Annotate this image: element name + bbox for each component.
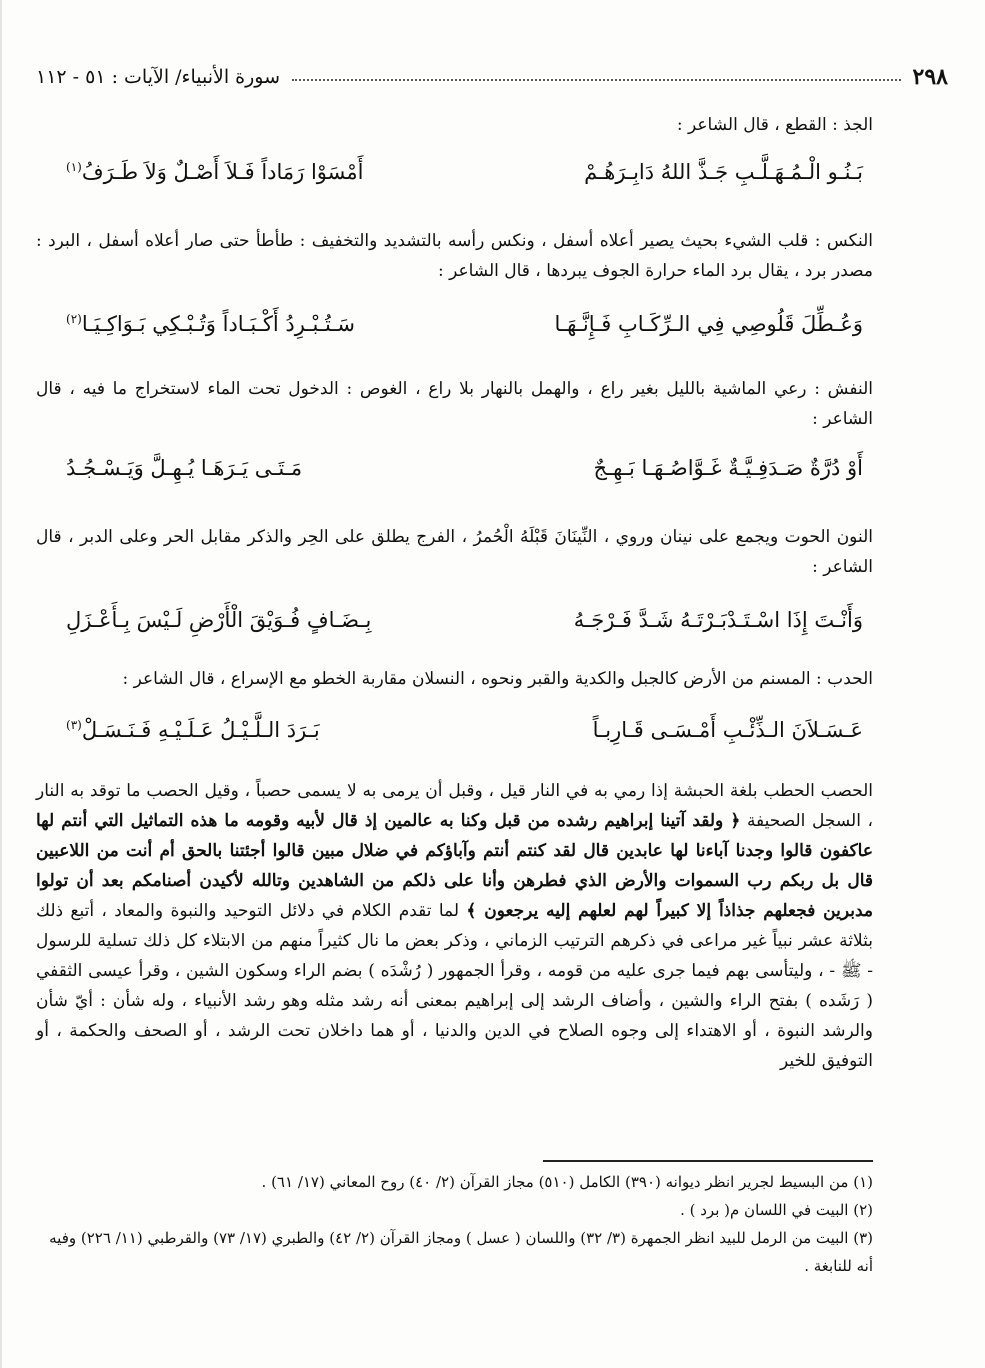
poetry-verse-3 xyxy=(66,448,863,488)
scan-edge xyxy=(0,0,2,1368)
footnote-1: (١) من البسيط لجرير انظر ديوانه (٣٩٠) الكامل (٥١٠) مجاز القرآن (٢/ ٤٠) روح المعاني (١٧/ ٦١) . xyxy=(261,1173,873,1191)
verse-second-hemistich: بِـضَـافٍ فُـوَيْقَ الْأَرْضِ لَـيْسَ بِـأَعْـزَلِ xyxy=(66,608,372,632)
poetry-verse-4 xyxy=(66,600,863,640)
definition-hadab xyxy=(36,664,873,694)
page-number: ٢٩٨ xyxy=(912,64,948,90)
verse-first-hemistich: أَوْ دُرَّةٌ صَـدَفِـيَّـةٌ غَـوَّاصُـهَـا بَـهِـجٌ xyxy=(593,456,863,480)
verse-second-hemistich xyxy=(66,160,363,184)
footnote-ref: (٣) xyxy=(66,718,82,732)
poetry-verse-1 xyxy=(66,152,863,192)
footnote-separator xyxy=(543,1160,873,1162)
verse-second-hemistich xyxy=(66,312,355,336)
footnotes xyxy=(36,1168,873,1280)
definition-nun xyxy=(36,522,873,582)
footnote-2: (٢) البيت في اللسان م( برد ) . xyxy=(680,1201,873,1219)
running-header xyxy=(36,60,948,94)
verse-second-hemistich xyxy=(66,718,320,742)
tafsir-commentary xyxy=(36,776,873,1076)
verse-text: سَـتُـبْـرِدُ أَكْـبَـاداً وَتُـبْـكِي بَـوَاكِـيَـا xyxy=(81,312,356,336)
verse-first-hemistich: وَعُـطِّلَ قَلُوصِي فِي الـرِّكَـابِ فَـإِنَّـهَـا xyxy=(554,312,863,336)
definition-text: الحدب : المسنم من الأرض كالجبل والكدية والقبر ونحوه ، النسلان مقاربة الخطو مع الإسراع ، قال الشاعر : xyxy=(122,669,873,689)
commentary-intro: الحصب الحطب بلغة الحبشة إذا رمي به في النار قيل ، وقبل أن يرمى به لا يسمى حصباً ، وقيل الحصب ما توقد به النار ، السجل الصحيفة xyxy=(36,781,874,831)
definition-text: النفش : رعي الماشية بالليل بغير راع ، والهمل بالنهار بلا راع ، الغوص : الدخول تحت الماء لاستخراج ما فيه ، قال الشاعر : xyxy=(36,379,873,429)
footnote-3: (٣) البيت من الرمل للبيد انظر الجمهرة (٣/ ٣٢) واللسان ( عسل ) ومجاز القرآن (٢/ ٤٢) والطبري (١٧/ ٧٣) والقرطبي (١١/ ٢٢٦) وفيه أنه للنابغة . xyxy=(49,1229,873,1275)
verse-first-hemistich: بَـنُـو الْـمُـهَـلَّـبِ جَـذَّ اللهُ دَابِـرَهُـمْ xyxy=(584,160,863,184)
poetry-verse-5 xyxy=(66,710,863,750)
commentary-body: لما تقدم الكلام في دلائل التوحيد والنبوة والمعاد ، أتبع ذلك بثلاثة عشر نبياً غير مراعى في ذكرهم الترتيب الزماني ، وذكر بعض ما نال كثيراً منهم من الابتلاء كل ذلك تسلية للرسول - ﷺ - ، وليتأسى بهم فيما جرى عليه من قومه ، وقرأ الجمهور ( رُشْدَه ) بضم الراء وسكون الشين ، وقرأ عيسى الثقفي ( رَشَده ) بفتح الراء والشين ، وأضاف الرشد إلى إبراهيم بمعنى أنه رشد مثله وهو رشد الأنبياء ، وله شأن : أيّ شأن والرشد النبوة ، أو الاهتداء إلى وجوه الصلاح في الدين والدنيا ، أو هما داخلان تحت الرشد ، أو الصحف والحكمة ، أو التوفيق للخير xyxy=(36,901,873,1071)
footnote-ref: (٢) xyxy=(66,312,82,326)
surah-verses-label: سورة الأنبياء/ الآيات : ٥١ - ١١٢ xyxy=(36,66,281,88)
definition-jadh xyxy=(36,110,873,140)
definition-text: النكس : قلب الشيء بحيث يصير أعلاه أسفل ، ونكس رأسه بالتشديد والتخفيف : طأطأ حتى صار أعلاه أسفل ، البرد : مصدر برد ، يقال برد الماء حرارة الجوف يبردها ، قال الشاعر : xyxy=(36,231,873,281)
verse-second-hemistich: مَـتَـى يَـرَهَـا يُـهِـلَّ وَيَـسْـجُـدُ xyxy=(66,456,303,480)
quran-passage: ﴿ ولقد آتينا إبراهيم رشده من قبل وكنا به عالمين إذ قال لأبيه وقومه ما هذه التماثيل التي أنتم لها عاكفون قالوا وجدنا آباءنا لها عابدين قال لقد كنتم أنتم وآباؤكم في ضلال مبين قالوا أجئتنا بالحق أم أنت من اللاعبين قال بل ربكم رب السموات والأرض الذي فطرهن وأنا على ذلكم من الشاهدين وتالله لأكيدن أصنامكم بعد أن تولوا مدبرين فجعلهم جذاذاً إلا كبيراً لهم لعلهم إليه يرجعون ﴾ xyxy=(36,811,873,921)
verse-first-hemistich: عَـسَـلاَنَ الـذِّئْـبِ أَمْـسَـى قَـارِبـاً xyxy=(592,718,863,742)
definition-nafash xyxy=(36,374,873,434)
definition-text: الجذ : القطع ، قال الشاعر : xyxy=(676,115,873,135)
book-page xyxy=(36,0,948,1368)
verse-first-hemistich: وَأَنْـتَ إِذَا اسْـتَـدْبَـرْتَـهُ شَـدَّ فَـرْجَـهُ xyxy=(573,608,863,632)
definition-naks xyxy=(36,226,873,286)
verse-text: بَـرَدَ الـلَّـيْـلُ عَـلَـيْـهِ فَـنَـسَـلْ xyxy=(81,718,320,742)
header-dotted-rule xyxy=(292,79,901,81)
definition-text: النون الحوت ويجمع على نينان وروي ، النِّينَانَ قَبْلَهُ الْحُمرُ ، الفرج يطلق على الحِر والذكر مقابل الحر وعلى الدبر ، قال الشاعر : xyxy=(36,527,873,577)
verse-text: أَمْسَوْا رَمَاداً فَـلاَ أَصْـلٌ وَلاَ طَـرَفُ xyxy=(81,160,364,184)
poetry-verse-2 xyxy=(66,304,863,344)
commentary-paragraph xyxy=(36,776,873,1076)
footnote-ref: (١) xyxy=(66,160,82,174)
